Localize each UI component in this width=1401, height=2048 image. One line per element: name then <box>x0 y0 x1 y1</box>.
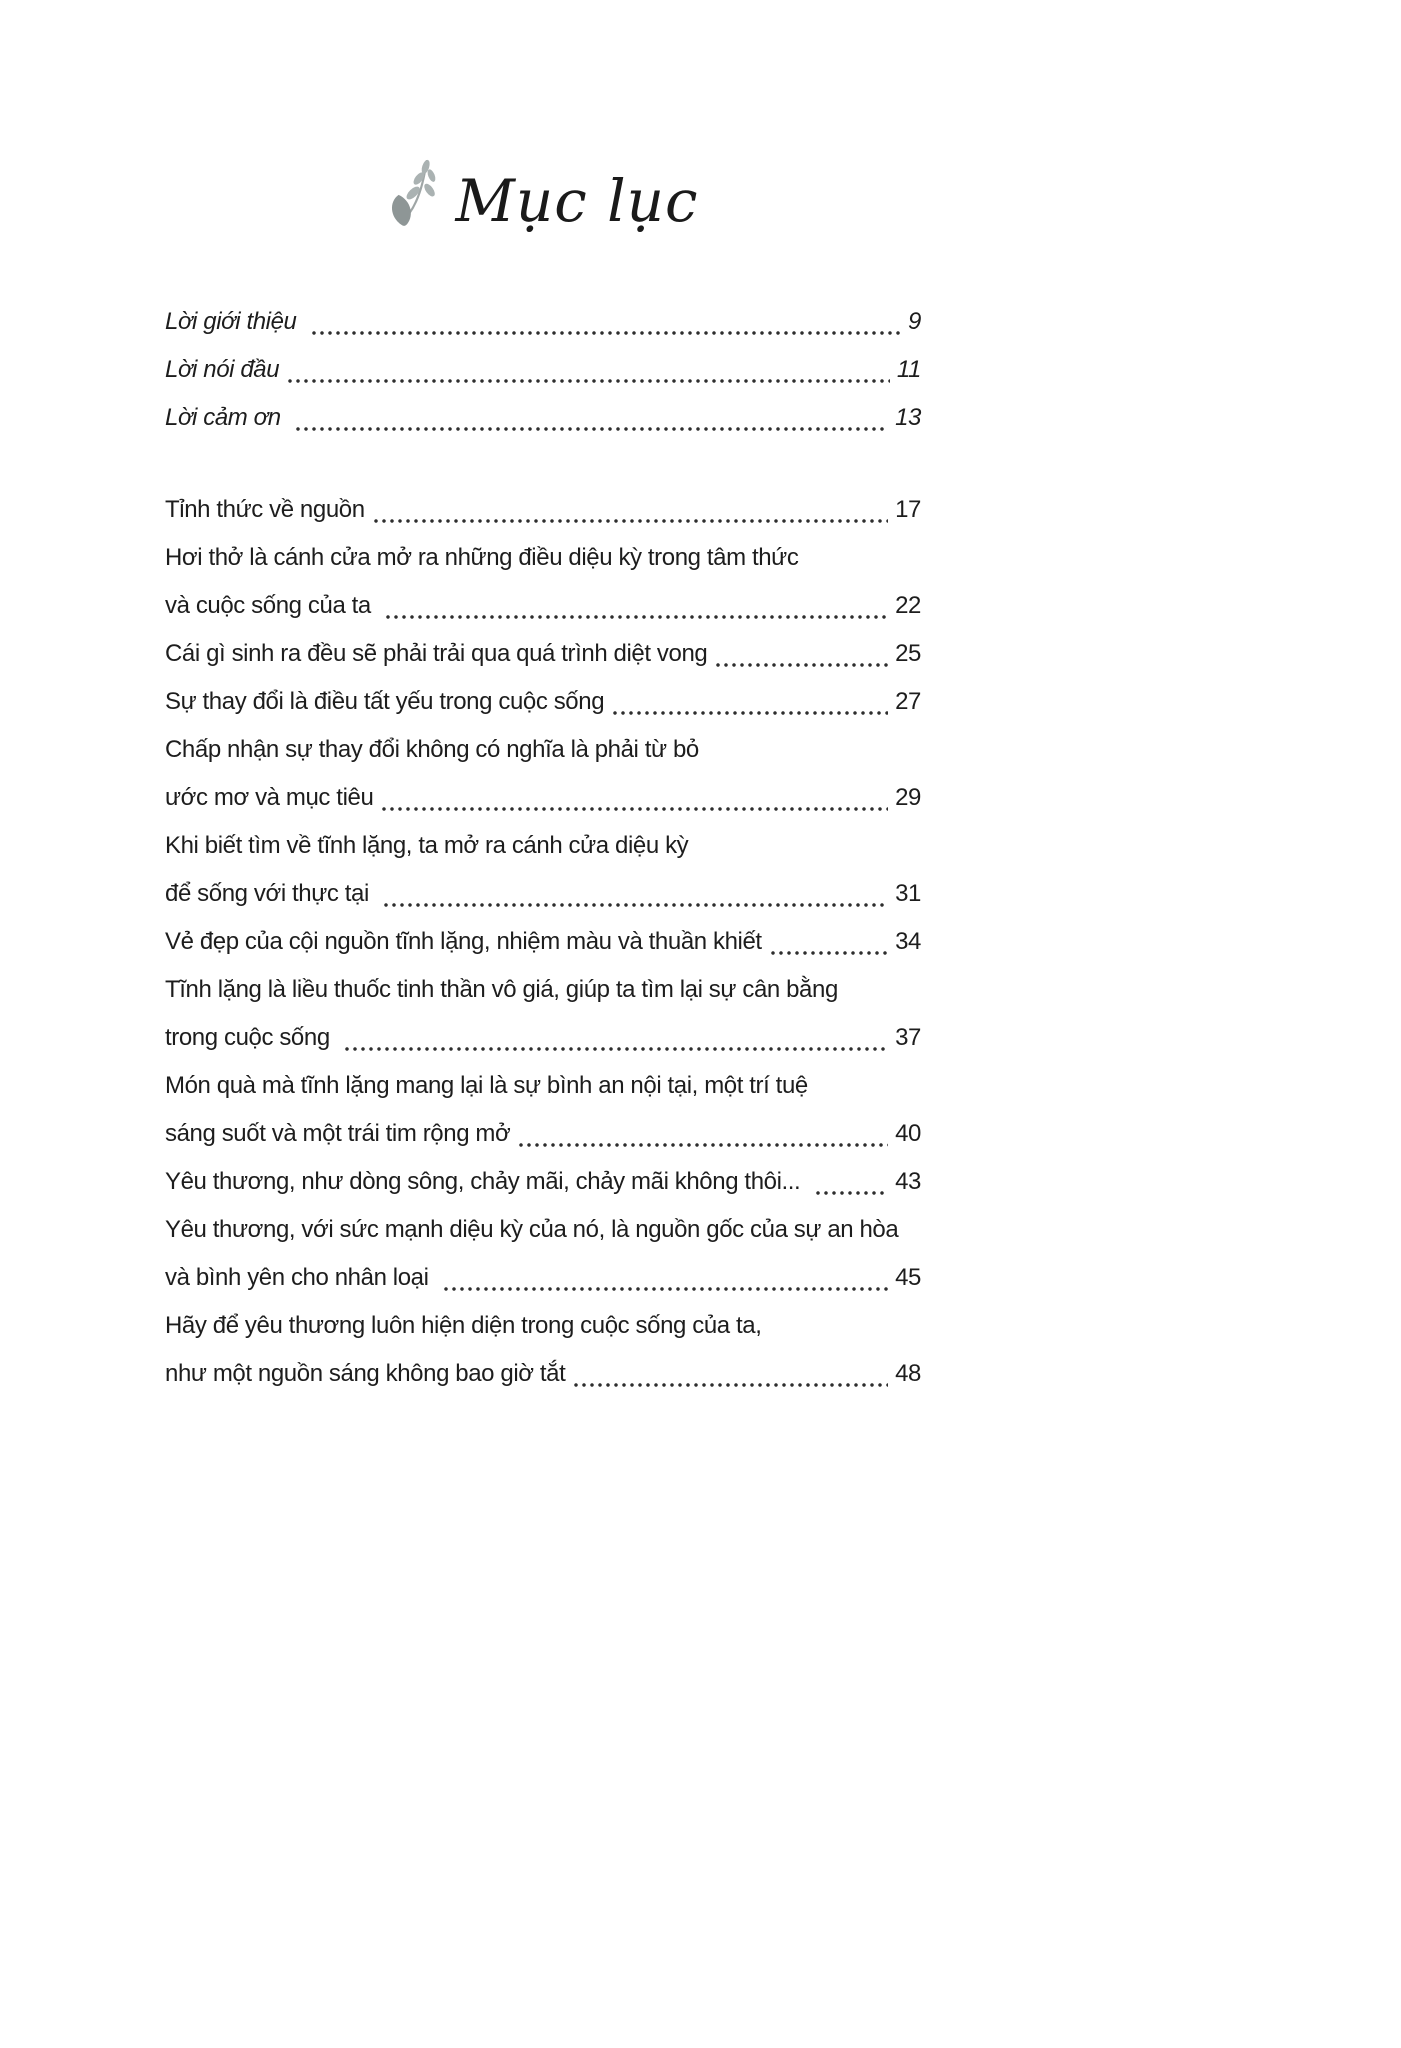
toc-chapter-list <box>165 486 921 1398</box>
toc-entry-text: trong cuộc sống <box>165 1024 337 1051</box>
toc-line <box>165 582 921 630</box>
toc-entry-text: Tỉnh thức về nguồn <box>165 496 365 523</box>
toc-entry <box>165 822 921 918</box>
toc-line <box>165 630 921 678</box>
toc-entry-text: để sống với thực tại <box>165 880 376 907</box>
toc-entry <box>165 918 921 966</box>
toc-page-number: 22 <box>895 592 921 619</box>
toc-entry-text: Món quà mà tĩnh lặng mang lại là sự bình an nội tại, một trí tuệ <box>165 1072 808 1099</box>
toc-entry-text: và bình yên cho nhân loại <box>165 1264 435 1291</box>
toc-line <box>165 678 921 726</box>
toc-page-number: 9 <box>908 308 921 335</box>
toc-page-number: 43 <box>895 1168 921 1195</box>
toc-line <box>165 1062 921 1110</box>
toc-entry-text: Cái gì sinh ra đều sẽ phải trải qua quá trình diệt vong <box>165 640 708 667</box>
toc-page-number: 29 <box>895 784 921 811</box>
toc-page-number: 45 <box>895 1264 921 1291</box>
toc-page-number: 25 <box>895 640 921 667</box>
dotted-leader <box>510 1110 895 1158</box>
dotted-leader <box>565 1350 895 1398</box>
toc-entry-text: như một nguồn sáng không bao giờ tắt <box>165 1360 566 1387</box>
toc-line <box>165 1302 921 1350</box>
toc-entry-text: Hơi thở là cánh cửa mở ra những điều diệu kỳ trong tâm thức <box>165 544 799 571</box>
toc-line <box>165 1158 921 1206</box>
toc-page-number: 40 <box>895 1120 921 1147</box>
toc-line <box>165 870 921 918</box>
toc-line <box>165 966 921 1014</box>
toc-page-number: 48 <box>895 1360 921 1387</box>
page-title: Mục lục <box>455 167 699 236</box>
toc-entry <box>165 1302 921 1398</box>
dotted-leader <box>303 298 908 346</box>
dotted-leader <box>373 774 895 822</box>
toc-page-number: 27 <box>895 688 921 715</box>
toc-line <box>165 486 921 534</box>
toc-line <box>165 1254 921 1302</box>
toc-entry-text: Khi biết tìm về tĩnh lặng, ta mở ra cánh cửa diệu kỳ <box>165 832 689 859</box>
toc-line <box>165 774 921 822</box>
toc-page-number: 11 <box>896 356 921 383</box>
toc-entry-text: Lời cảm ơn <box>165 404 287 431</box>
toc-entry-text: sáng suốt và một trái tim rộng mở <box>165 1120 511 1147</box>
leaf-sprig-icon <box>387 150 445 236</box>
toc-entry-text: Hãy để yêu thương luôn hiện diện trong cuộc sống của ta, <box>165 1312 762 1339</box>
toc-line <box>165 346 921 394</box>
toc-front-matter-list <box>165 298 921 442</box>
toc-line <box>165 394 921 442</box>
dotted-leader <box>807 1158 896 1206</box>
toc-line <box>165 1110 921 1158</box>
dotted-leader <box>435 1254 895 1302</box>
toc-entry-text: Sự thay đổi là điều tất yếu trong cuộc sống <box>165 688 605 715</box>
dotted-leader <box>287 394 895 442</box>
toc-page-number: 34 <box>895 928 921 955</box>
toc-entry <box>165 394 921 442</box>
dotted-leader <box>375 870 895 918</box>
toc-line <box>165 726 921 774</box>
toc-content <box>165 128 921 1398</box>
toc-entry-text: ước mơ và mục tiêu <box>165 784 374 811</box>
toc-entry <box>165 678 921 726</box>
toc-line <box>165 918 921 966</box>
dotted-leader <box>762 918 895 966</box>
toc-entry <box>165 298 921 346</box>
toc-entry <box>165 1062 921 1158</box>
page-title-block <box>165 128 921 238</box>
toc-page-number: 13 <box>895 404 921 431</box>
toc-entry-text: Yêu thương, với sức mạnh diệu kỳ của nó, là nguồn gốc của sự an hòa <box>165 1216 899 1243</box>
toc-line <box>165 1350 921 1398</box>
toc-entry-text: và cuộc sống của ta <box>165 592 378 619</box>
toc-entry <box>165 726 921 822</box>
toc-page-number: 37 <box>895 1024 921 1051</box>
toc-line <box>165 822 921 870</box>
dotted-leader <box>707 630 895 678</box>
toc-entry <box>165 1158 921 1206</box>
dotted-leader <box>377 582 895 630</box>
toc-entry <box>165 486 921 534</box>
toc-entry-text: Lời nói đầu <box>165 356 280 383</box>
toc-entry-text: Tĩnh lặng là liều thuốc tinh thần vô giá, giúp ta tìm lại sự cân bằng <box>165 976 838 1003</box>
toc-entry <box>165 630 921 678</box>
toc-entry-text: Lời giới thiệu <box>165 308 303 335</box>
dotted-leader <box>365 486 895 534</box>
toc-entry <box>165 534 921 630</box>
dotted-leader <box>279 346 897 394</box>
toc-entry <box>165 1206 921 1302</box>
toc-entry-text: Yêu thương, như dòng sông, chảy mãi, chảy mãi không thôi... <box>165 1168 807 1195</box>
toc-entry <box>165 346 921 394</box>
toc-entry-text: Chấp nhận sự thay đổi không có nghĩa là phải từ bỏ <box>165 736 699 763</box>
toc-page-number: 31 <box>895 880 921 907</box>
toc-line <box>165 1014 921 1062</box>
toc-line <box>165 534 921 582</box>
toc-page-number: 17 <box>895 496 921 523</box>
toc-line <box>165 1206 921 1254</box>
dotted-leader <box>336 1014 895 1062</box>
dotted-leader <box>604 678 895 726</box>
toc-entry <box>165 966 921 1062</box>
toc-line <box>165 298 921 346</box>
toc-entry-text: Vẻ đẹp của cội nguồn tĩnh lặng, nhiệm màu và thuần khiết <box>165 928 762 955</box>
